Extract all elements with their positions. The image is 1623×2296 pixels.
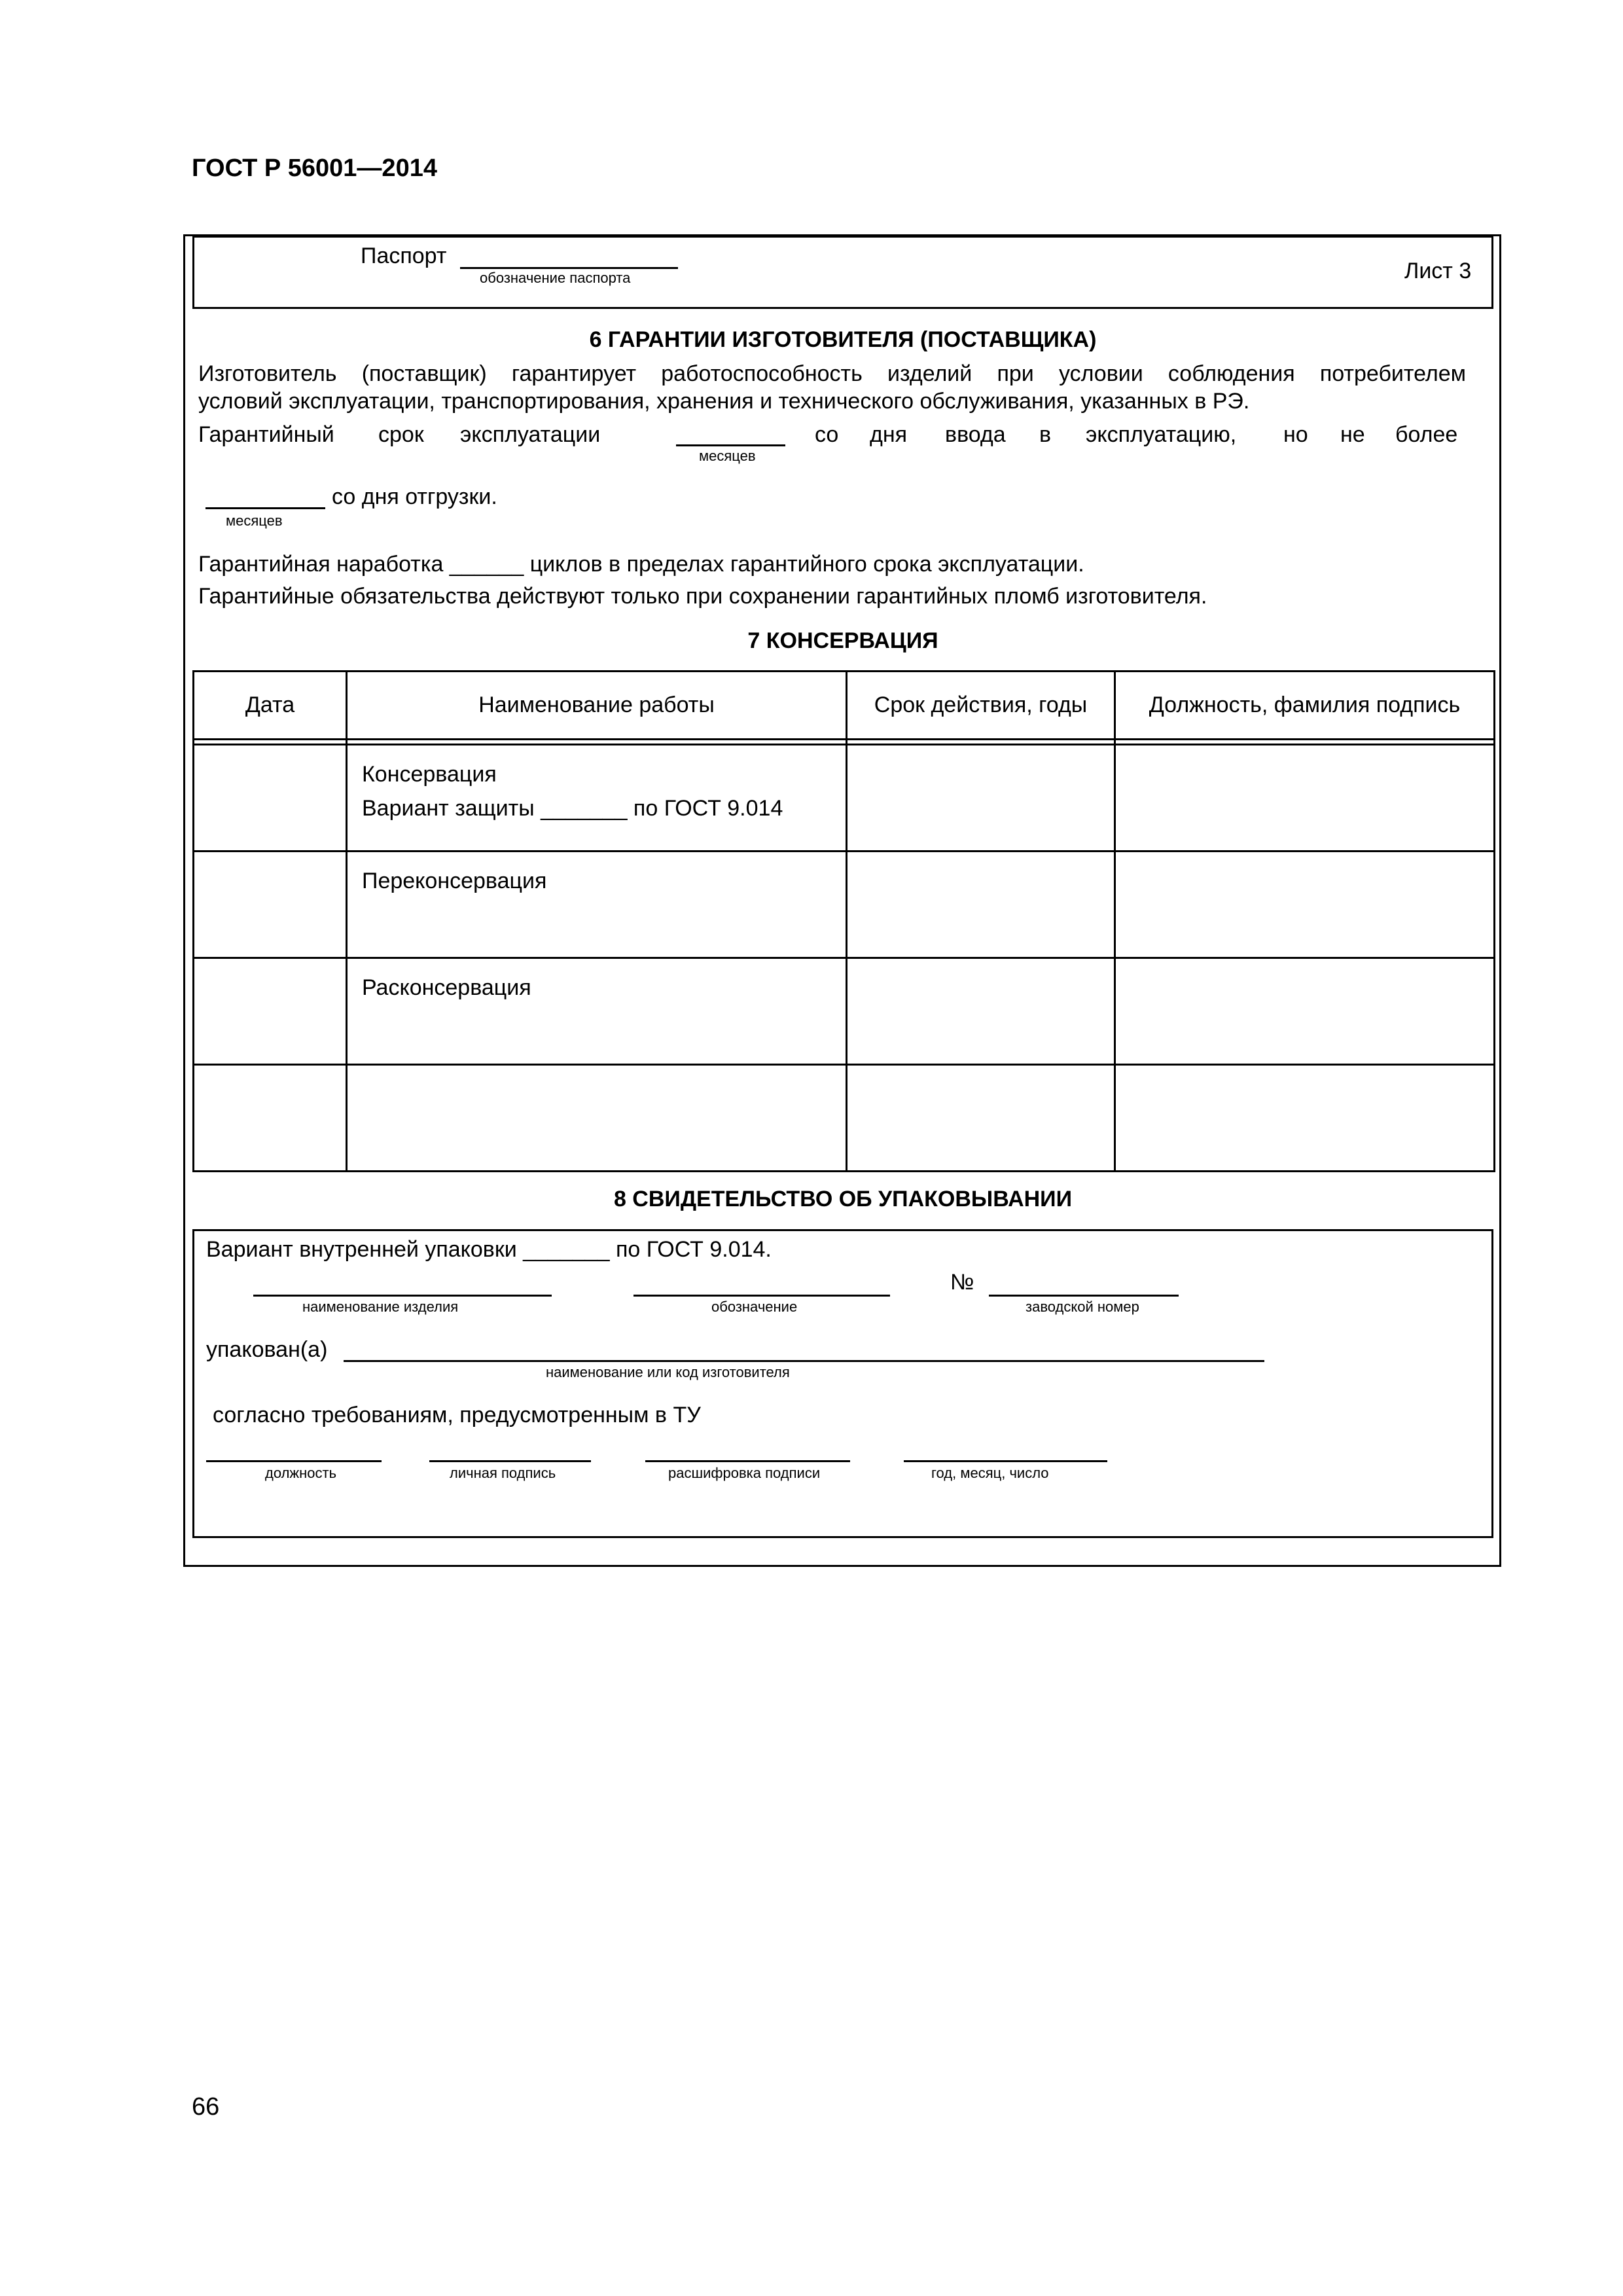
page-number: 66 (192, 2093, 220, 2121)
work-name-line2: Вариант защиты _______ по ГОСТ 9.014 (362, 796, 783, 821)
signature-cell[interactable] (1115, 745, 1495, 852)
date-cell[interactable] (194, 745, 347, 852)
passport-caption: обозначение паспорта (480, 270, 631, 286)
warranty-word-10: не (1340, 422, 1365, 447)
designation-caption: обозначение (711, 1299, 798, 1315)
table-row (194, 745, 1495, 852)
work-name-cell[interactable] (347, 1065, 847, 1172)
warranty-word-7: в (1039, 422, 1052, 447)
col-header-date: Дата (194, 672, 347, 740)
date-cell[interactable] (194, 852, 347, 958)
table-row (194, 958, 1495, 1065)
designation-line[interactable] (633, 1295, 890, 1297)
warranty-word-5: дня (870, 422, 908, 447)
shipment-months-line (205, 507, 325, 509)
serial-number-line[interactable] (989, 1295, 1179, 1297)
validity-cell[interactable] (847, 1065, 1115, 1172)
position-caption: должность (265, 1465, 337, 1481)
validity-cell[interactable] (847, 852, 1115, 958)
conservation-table-header (194, 672, 1495, 740)
signature-cell[interactable] (1115, 958, 1495, 1065)
warranty-word-9: но (1283, 422, 1308, 447)
section-6-title: 6 ГАРАНТИИ ИЗГОТОВИТЕЛЯ (ПОСТАВЩИКА) (589, 327, 1097, 352)
manufacturer-caption: наименование или код изготовителя (546, 1364, 790, 1380)
warranty-months-line (676, 444, 785, 446)
serial-number-caption: заводской номер (1026, 1299, 1139, 1315)
signature-decoding-line[interactable] (645, 1460, 850, 1462)
section-6-paragraph-line1: Изготовитель (поставщик) гарантирует работоспособность изделий при условии соблюдения потребителем (198, 361, 1466, 386)
item-name-line[interactable] (253, 1295, 552, 1297)
conservation-table (192, 670, 1495, 1172)
signature-cell[interactable] (1115, 852, 1495, 958)
signature-cell[interactable] (1115, 1065, 1495, 1172)
date-cell[interactable] (194, 958, 347, 1065)
work-name-cell (347, 852, 847, 958)
warranty-word-3: эксплуатации (460, 422, 601, 447)
signature-decoding-caption: расшифровка подписи (668, 1465, 821, 1481)
section-6-paragraph-line2: условий эксплуатации, транспортирования, хранения и технического обслуживания, указанных в РЭ. (198, 389, 1250, 414)
validity-cell[interactable] (847, 745, 1115, 852)
section-8-title: 8 СВИДЕТЕЛЬСТВО ОБ УПАКОВЫВАНИИ (613, 1187, 1073, 1211)
work-name-cell (347, 745, 847, 852)
document-code: ГОСТ Р 56001—2014 (192, 154, 437, 182)
passport-label: Паспорт (361, 243, 447, 268)
sheet-number: Лист 3 (1404, 259, 1472, 283)
work-name-line1: Консервация (362, 762, 497, 787)
section-7-title: 7 КОНСЕРВАЦИЯ (747, 628, 938, 653)
table-row (194, 852, 1495, 958)
date-cell[interactable] (194, 1065, 347, 1172)
col-header-validity: Срок действия, годы (847, 672, 1115, 740)
warranty-word-11: более (1395, 422, 1458, 447)
inner-packing-variant: Вариант внутренней упаковки _______ по ГОСТ 9.014. (206, 1237, 772, 1262)
work-name-line1: Расконсервация (362, 975, 531, 1000)
passport-designation-line (460, 267, 678, 269)
manufacturer-line[interactable] (344, 1360, 1264, 1362)
shipment-text: со дня отгрузки. (332, 484, 497, 509)
signature-line[interactable] (429, 1460, 591, 1462)
validity-cell[interactable] (847, 958, 1115, 1065)
packed-by-label: упакован(а) (206, 1337, 328, 1362)
warranty-word-4: со (815, 422, 839, 447)
warranty-word-1: Гарантийный (198, 422, 334, 447)
warranty-months-caption: месяцев (699, 448, 756, 464)
number-sign: № (950, 1270, 974, 1295)
col-header-position-signature: Должность, фамилия подпись (1115, 672, 1495, 740)
per-requirements-text: согласно требованиям, предусмотренным в ТУ (213, 1403, 701, 1427)
work-name-cell (347, 958, 847, 1065)
date-line[interactable] (904, 1460, 1107, 1462)
packing-certificate-box (192, 1229, 1493, 1538)
warranty-operating-cycles: Гарантийная наработка ______ циклов в пределах гарантийного срока эксплуатации. (198, 552, 1084, 577)
item-name-caption: наименование изделия (302, 1299, 459, 1315)
table-header-gap (194, 740, 1495, 745)
work-name-line1: Переконсервация (362, 869, 547, 893)
warranty-seals-text: Гарантийные обязательства действуют только при сохранении гарантийных пломб изготовителя. (198, 584, 1207, 609)
warranty-word-8: эксплуатацию, (1086, 422, 1237, 447)
warranty-word-2: срок (378, 422, 424, 447)
warranty-word-6: ввода (945, 422, 1006, 447)
col-header-work-name: Наименование работы (347, 672, 847, 740)
position-line[interactable] (206, 1460, 382, 1462)
date-caption: год, месяц, число (931, 1465, 1049, 1481)
table-row (194, 1065, 1495, 1172)
shipment-months-caption: месяцев (226, 512, 283, 529)
signature-caption: личная подпись (450, 1465, 556, 1481)
